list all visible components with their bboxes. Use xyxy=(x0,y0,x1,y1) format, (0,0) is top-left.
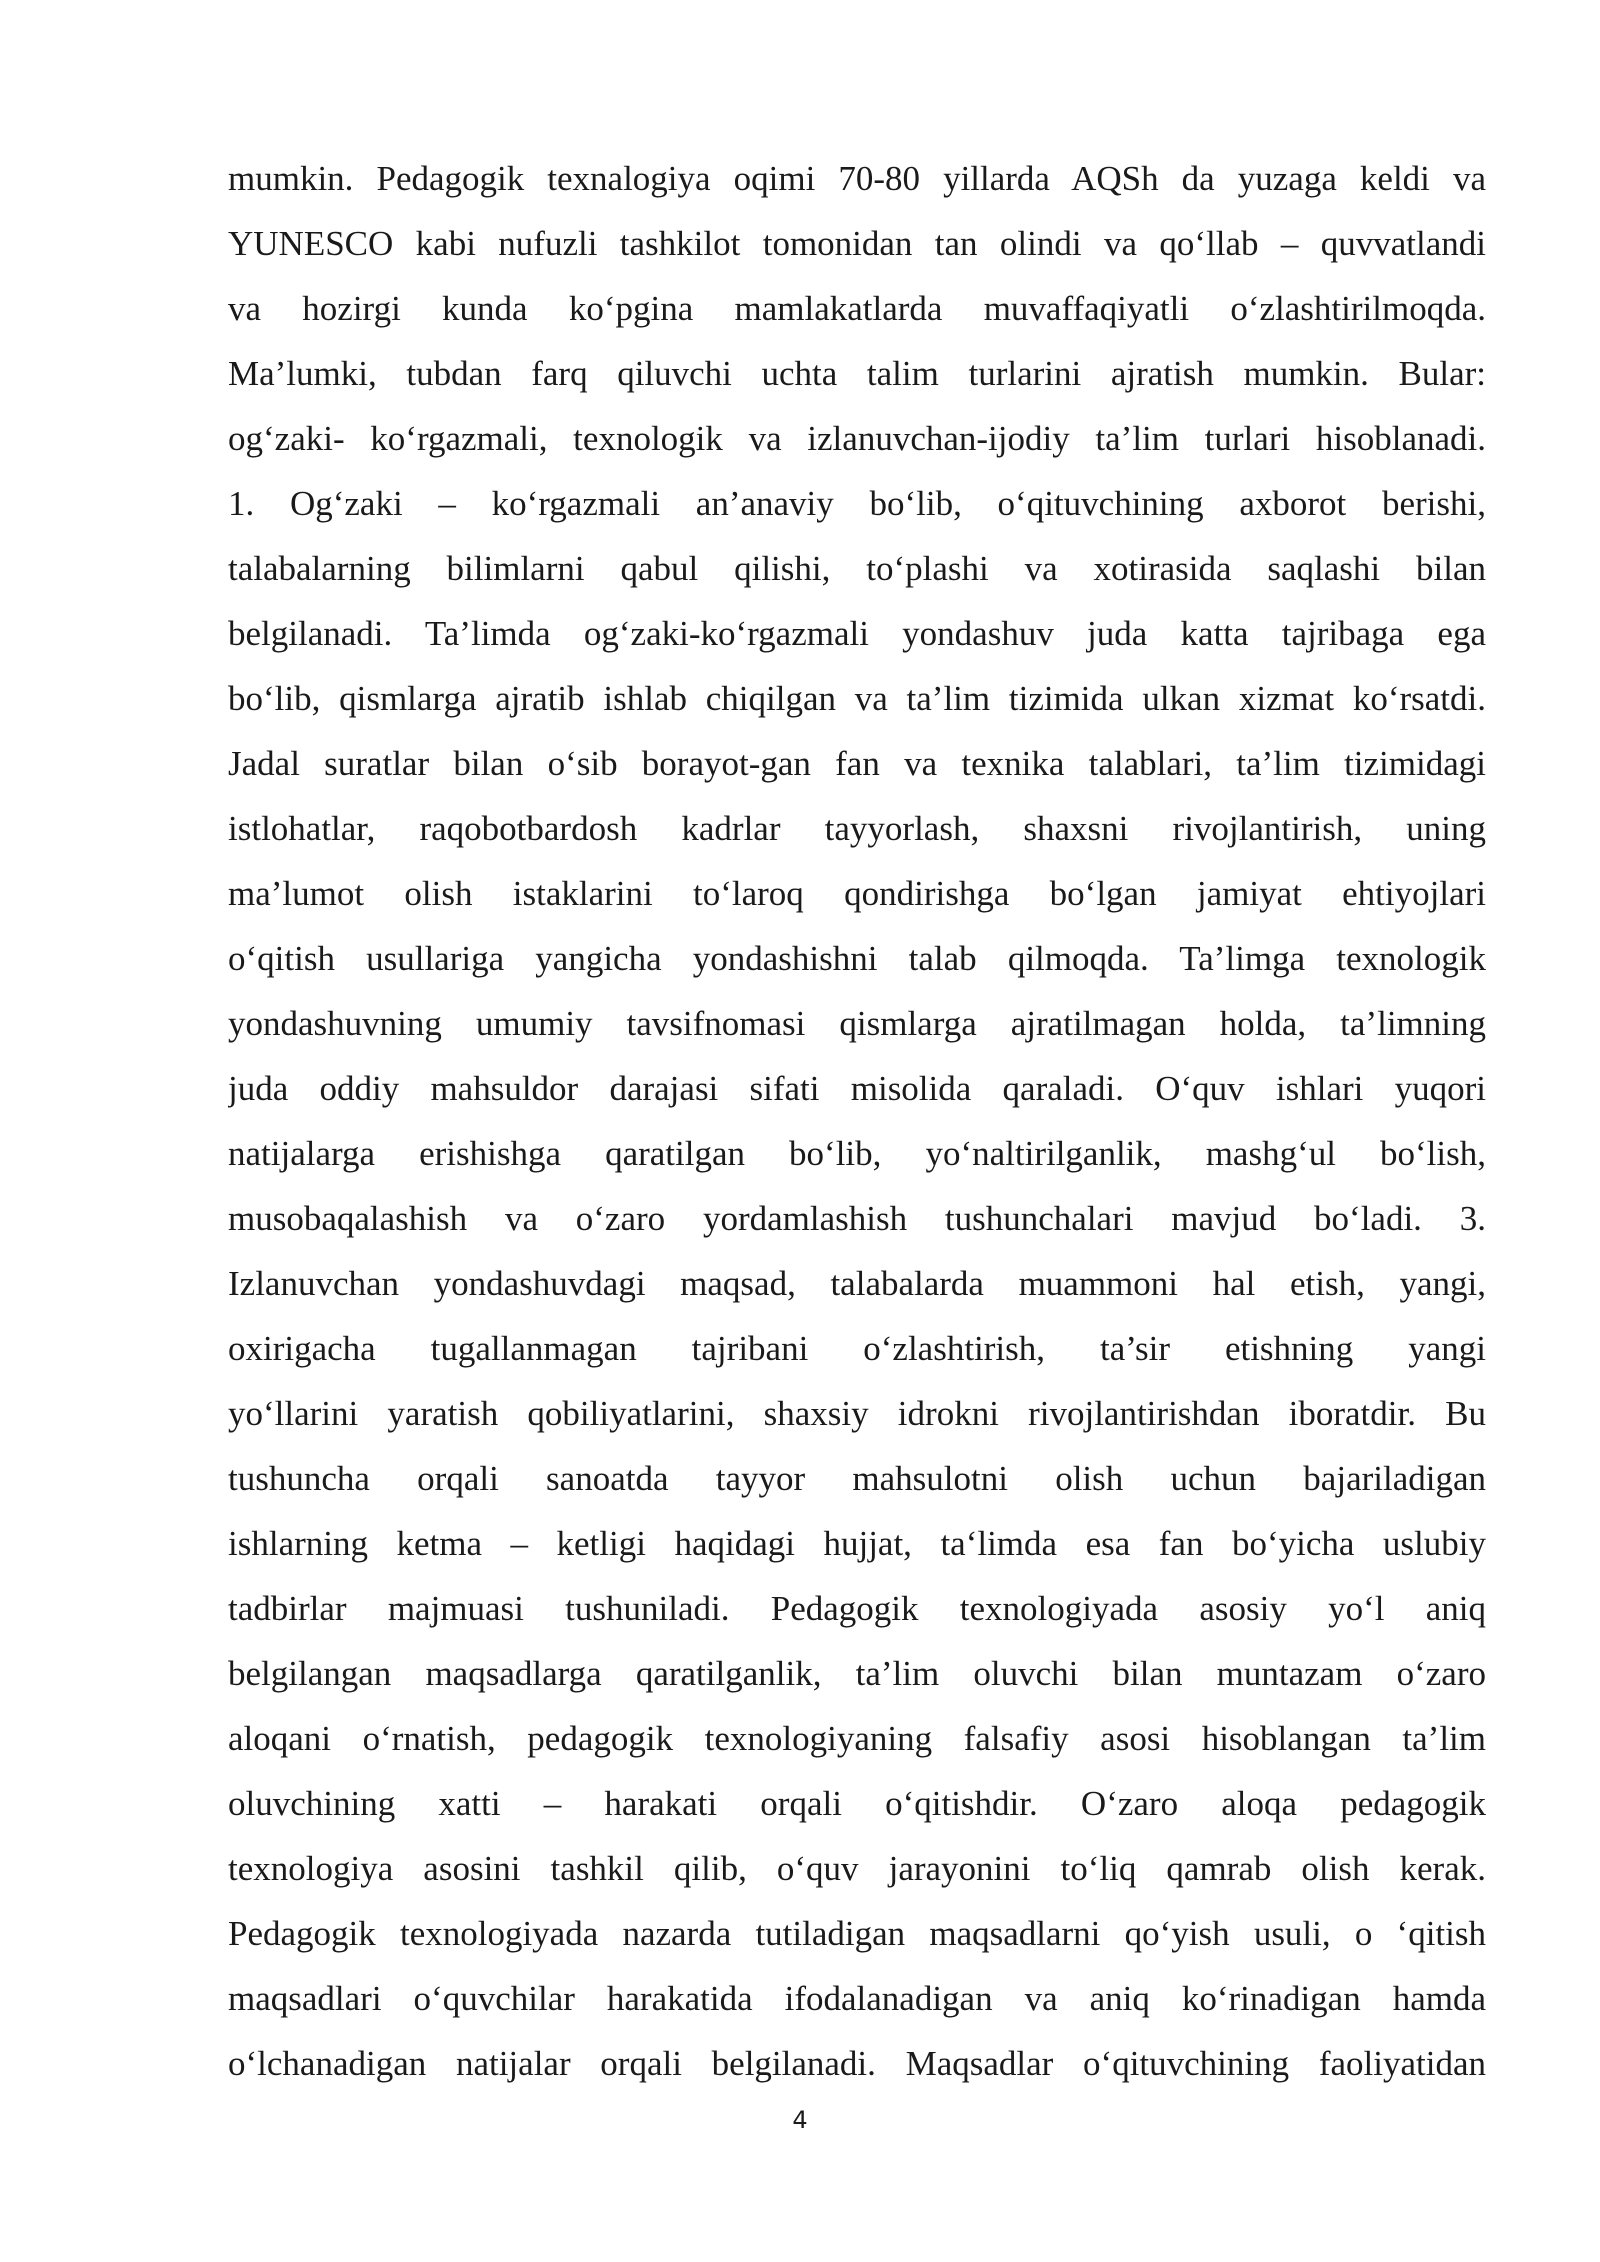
text-line: tadbirlar majmuasi tushuniladi. Pedagogik texnologiyada asosiy yo‘l aniq xyxy=(228,1589,1486,1628)
text-line: yondashuvning umumiy tavsifnomasi qismlarga ajratilmagan holda, ta’limning xyxy=(228,1004,1486,1043)
text-line: og‘zaki- ko‘rgazmali, texnologik va izlanuvchan-ijodiy ta’lim turlari hisoblanadi. xyxy=(228,419,1486,458)
text-line: ishlarning ketma – ketligi haqidagi hujjat, ta‘limda esa fan bo‘yicha uslubiy xyxy=(228,1524,1486,1563)
text-line: Ma’lumki, tubdan farq qiluvchi uchta talim turlarini ajratish mumkin. Bular: xyxy=(228,354,1486,393)
text-line: YUNESCO kabi nufuzli tashkilot tomonidan tan olindi va qo‘llab – quvvatlandi xyxy=(228,224,1486,263)
text-line: yo‘llarini yaratish qobiliyatlarini, shaxsiy idrokni rivojlantirishdan iboratdir. Bu xyxy=(228,1394,1486,1433)
text-line: juda oddiy mahsuldor darajasi sifati misolida qaraladi. O‘quv ishlari yuqori xyxy=(228,1069,1486,1108)
text-line: tushuncha orqali sanoatda tayyor mahsulotni olish uchun bajariladigan xyxy=(228,1459,1486,1498)
text-line: ma’lumot olish istaklarini to‘laroq qondirishga bo‘lgan jamiyat ehtiyojlari xyxy=(228,874,1486,913)
text-line: oxirigacha tugallanmagan tajribani o‘zlashtirish, ta’sir etishning yangi xyxy=(228,1329,1486,1368)
text-line: mumkin. Pedagogik texnalogiya oqimi 70-80 yillarda AQSh da yuzaga keldi va xyxy=(228,159,1486,198)
text-line: talabalarning bilimlarni qabul qilishi, to‘plashi va xotirasida saqlashi bilan xyxy=(228,549,1486,588)
text-line: natijalarga erishishga qaratilgan bo‘lib, yo‘naltirilganlik, mashg‘ul bo‘lish, xyxy=(228,1134,1486,1173)
text-line: belgilanadi. Ta’limda og‘zaki-ko‘rgazmali yondashuv juda katta tajribaga ega xyxy=(228,614,1486,653)
text-line: maqsadlari o‘quvchilar harakatida ifodalanadigan va aniq ko‘rinadigan hamda xyxy=(228,1979,1486,2018)
text-line: Pedagogik texnologiyada nazarda tutiladigan maqsadlarni qo‘yish usuli, o ‘qitish xyxy=(228,1914,1486,1953)
text-line: o‘lchanadigan natijalar orqali belgilanadi. Maqsadlar o‘qituvchining faoliyatidan xyxy=(228,2044,1486,2083)
text-line: Jadal suratlar bilan o‘sib borayot-gan fan va texnika talablari, ta’lim tizimidagi xyxy=(228,744,1486,783)
text-line: bo‘lib, qismlarga ajratib ishlab chiqilgan va ta’lim tizimida ulkan xizmat ko‘rsatdi. xyxy=(228,679,1486,718)
text-line: aloqani o‘rnatish, pedagogik texnologiyaning falsafiy asosi hisoblangan ta’lim xyxy=(228,1719,1486,1758)
text-line: musobaqalashish va o‘zaro yordamlashish tushunchalari mavjud bo‘ladi. 3. xyxy=(228,1199,1486,1238)
text-line: texnologiya asosini tashkil qilib, o‘quv jarayonini to‘liq qamrab olish kerak. xyxy=(228,1849,1486,1888)
text-line: istlohatlar, raqobotbardosh kadrlar tayyorlash, shaxsni rivojlantirish, uning xyxy=(228,809,1486,848)
text-line: Izlanuvchan yondashuvdagi maqsad, talabalarda muammoni hal etish, yangi, xyxy=(228,1264,1486,1303)
text-line: 1. Og‘zaki – ko‘rgazmali an’anaviy bo‘lib, o‘qituvchining axborot berishi, xyxy=(228,484,1486,523)
text-line: oluvchining xatti – harakati orqali o‘qitishdir. O‘zaro aloqa pedagogik xyxy=(228,1784,1486,1823)
text-line: va hozirgi kunda ko‘pgina mamlakatlarda muvaffaqiyatli o‘zlashtirilmoqda. xyxy=(228,289,1486,328)
page-number: 4 xyxy=(792,2106,808,2134)
text-line: belgilangan maqsadlarga qaratilganlik, ta’lim oluvchi bilan muntazam o‘zaro xyxy=(228,1654,1486,1693)
body-text xyxy=(228,146,1486,2096)
text-line: o‘qitish usullariga yangicha yondashishni talab qilmoqda. Ta’limga texnologik xyxy=(228,939,1486,978)
